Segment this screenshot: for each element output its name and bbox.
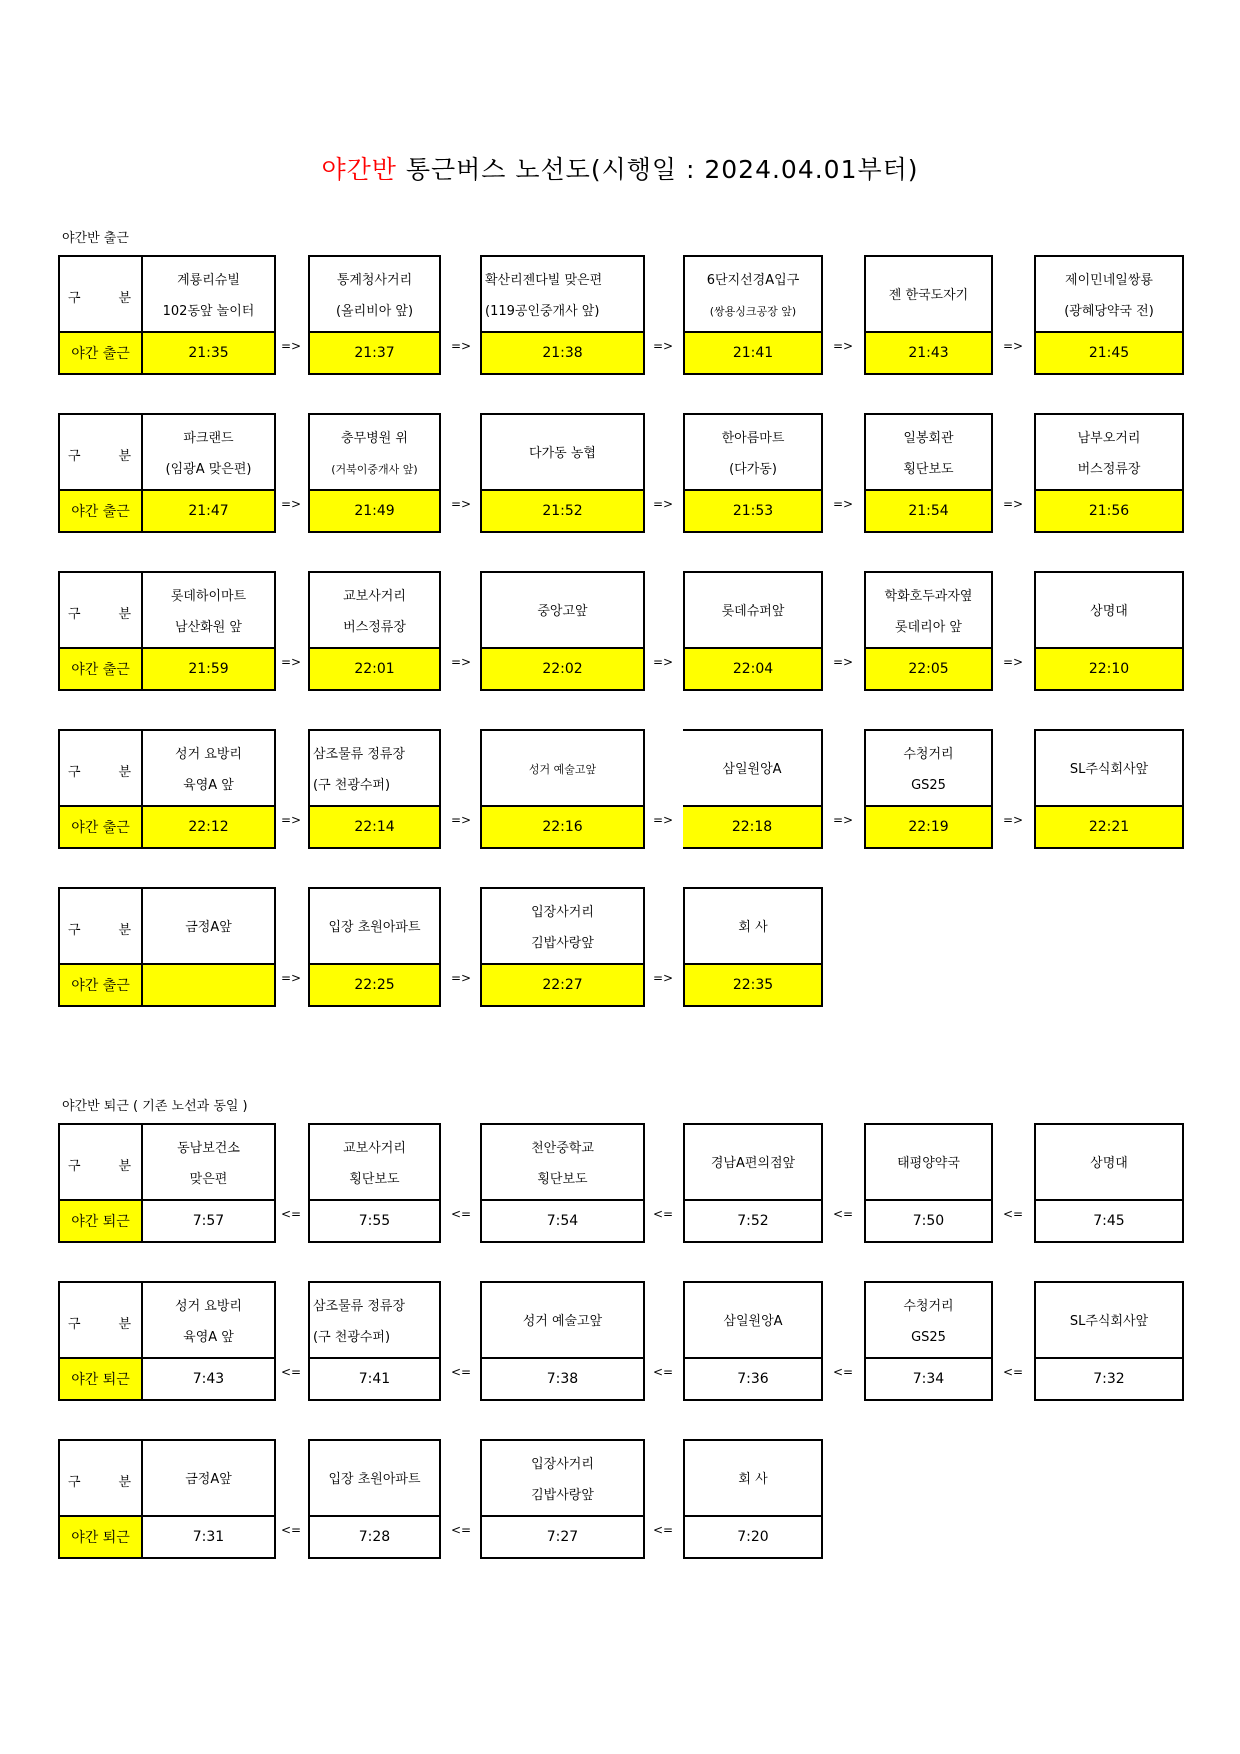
route-row — [0, 729, 1240, 851]
stop-name — [1036, 573, 1182, 651]
stop-name-line: 버스정류장 — [343, 619, 406, 635]
stop-name — [866, 257, 991, 335]
stop-time: 21:49 — [310, 489, 439, 531]
stop-time: 22:14 — [310, 805, 439, 847]
stop-name — [482, 731, 643, 809]
stop-name-line: 성거 요방리 — [175, 746, 242, 762]
stop-time: 22:05 — [866, 647, 991, 689]
stop-name — [143, 1125, 274, 1203]
stop-time: 7:38 — [482, 1357, 643, 1399]
stop-name — [143, 1441, 274, 1519]
stop-name-line: 육영A 앞 — [183, 777, 234, 793]
header-label — [60, 415, 141, 493]
direction-arrow: <= — [652, 1365, 674, 1379]
stop-cell — [683, 255, 823, 375]
row-header — [58, 571, 143, 691]
row-header — [58, 413, 143, 533]
row-type-label: 야간 출근 — [60, 647, 141, 689]
direction-arrow: => — [652, 971, 674, 985]
stop-name-line: 태평양약국 — [897, 1156, 960, 1171]
route-row — [0, 1123, 1240, 1245]
header-label — [60, 1441, 141, 1519]
stop-name-line: SL주식회사앞 — [1069, 1314, 1149, 1329]
row-type-label: 야간 출근 — [60, 489, 141, 531]
stop-name-line: 성거 요방리 — [175, 1298, 242, 1314]
stop-name — [866, 1283, 991, 1361]
stop-cell — [143, 1439, 276, 1559]
stop-name — [143, 573, 274, 651]
direction-arrow: => — [450, 339, 472, 353]
stop-name — [482, 1283, 643, 1361]
stop-name-line: 남부오거리 — [1077, 430, 1141, 446]
stop-name-line: 삼조물류 정류장 — [313, 746, 406, 762]
stop-time: 21:45 — [1036, 331, 1182, 373]
stop-time: 22:12 — [143, 805, 274, 847]
row-header — [58, 887, 143, 1007]
stop-cell — [683, 887, 823, 1007]
stop-time: 22:35 — [685, 963, 821, 1005]
stop-name-line: (임광A 맞은편) — [165, 461, 252, 477]
stop-cell — [864, 729, 993, 849]
stop-name-line: 버스정류장 — [1077, 461, 1141, 477]
stop-time — [143, 963, 274, 1005]
stop-name — [310, 1283, 439, 1361]
stop-cell — [480, 571, 645, 691]
stop-time: 21:37 — [310, 331, 439, 373]
row-type-label: 야간 출근 — [60, 805, 141, 847]
stop-time: 7:41 — [310, 1357, 439, 1399]
stop-name — [685, 415, 821, 493]
stop-cell — [143, 413, 276, 533]
stop-name — [866, 731, 991, 809]
stop-name — [482, 889, 643, 967]
direction-arrow: <= — [832, 1365, 854, 1379]
stop-name — [143, 731, 274, 809]
stop-cell — [864, 1281, 993, 1401]
header-label-gu: 구 — [68, 448, 81, 464]
stop-cell — [683, 1439, 823, 1559]
stop-name — [143, 257, 274, 335]
stop-name-line: 수청거리 — [903, 1298, 954, 1314]
stop-time: 7:52 — [685, 1199, 821, 1241]
direction-arrow: => — [1002, 339, 1024, 353]
direction-arrow: => — [652, 339, 674, 353]
direction-arrow: => — [450, 497, 472, 511]
route-row — [0, 887, 1240, 1009]
direction-arrow: => — [652, 813, 674, 827]
header-label-gu: 구 — [68, 1316, 81, 1332]
stop-name-line: 천안중학교 — [531, 1140, 594, 1156]
stop-time: 22:21 — [1036, 805, 1182, 847]
stop-name-line: 한아름마트 — [721, 430, 785, 446]
stop-name-line: (다가동) — [729, 461, 777, 477]
stop-cell — [1034, 255, 1184, 375]
stop-name — [685, 1441, 821, 1519]
header-label — [60, 731, 141, 809]
stop-name-line: (119공인중개사 앞) — [485, 303, 600, 319]
stop-cell — [308, 1123, 441, 1243]
stop-cell — [308, 1439, 441, 1559]
stop-time: 22:18 — [683, 805, 821, 847]
stop-name-line: 입장사거리 — [531, 904, 594, 920]
stop-name — [685, 1125, 821, 1203]
stop-cell — [480, 887, 645, 1007]
stop-name-line: 성거 예술고앞 — [522, 1314, 603, 1329]
stop-cell — [1034, 1281, 1184, 1401]
stop-cell — [683, 1123, 823, 1243]
stop-name-line: 학화호두과자옆 — [884, 588, 973, 604]
stop-time: 21:59 — [143, 647, 274, 689]
stop-time: 21:56 — [1036, 489, 1182, 531]
stop-time: 7:55 — [310, 1199, 439, 1241]
stop-name-line: 교보사거리 — [343, 1140, 406, 1156]
stop-time: 22:16 — [482, 805, 643, 847]
stop-name — [310, 889, 439, 967]
stop-name-line: 교보사거리 — [343, 588, 406, 604]
direction-arrow: => — [832, 813, 854, 827]
stop-name-line: 금정A앞 — [185, 1472, 232, 1487]
stop-name-line: 삼일원앙A — [723, 1314, 783, 1329]
stop-cell — [864, 255, 993, 375]
route-row — [0, 1439, 1240, 1561]
route-row — [0, 1281, 1240, 1403]
stop-name-line: 경남A편의점앞 — [710, 1156, 796, 1171]
row-type-label: 야간 퇴근 — [60, 1515, 141, 1557]
stop-name-line: 충무병원 위 — [341, 430, 408, 446]
stop-name — [143, 415, 274, 493]
direction-arrow: => — [1002, 655, 1024, 669]
stop-name-line: 김밥사랑앞 — [531, 935, 594, 951]
stop-time: 21:38 — [482, 331, 643, 373]
route-row — [0, 571, 1240, 693]
header-label — [60, 889, 141, 967]
stop-name — [683, 731, 821, 809]
stop-name-line: 삼조물류 정류장 — [313, 1298, 406, 1314]
row-header — [58, 255, 143, 375]
row-type-label: 야간 퇴근 — [60, 1199, 141, 1241]
stop-cell — [683, 571, 823, 691]
direction-arrow: => — [652, 655, 674, 669]
stop-name — [866, 1125, 991, 1203]
direction-arrow: <= — [280, 1365, 302, 1379]
section-label: 야간반 퇴근 ( 기존 노선과 동일 ) — [62, 1099, 248, 1114]
stop-name — [310, 415, 439, 493]
stop-name-line: 롯데슈퍼앞 — [721, 604, 785, 619]
stop-time: 21:47 — [143, 489, 274, 531]
stop-name — [310, 1125, 439, 1203]
stop-name-line: 횡단보도 — [903, 461, 954, 477]
stop-name — [685, 1283, 821, 1361]
stop-name — [1036, 731, 1182, 809]
stop-name-line: 일봉회관 — [903, 430, 954, 446]
stop-time: 22:04 — [685, 647, 821, 689]
stop-time: 22:25 — [310, 963, 439, 1005]
stop-name — [685, 889, 821, 967]
stop-time: 22:27 — [482, 963, 643, 1005]
stop-cell — [308, 571, 441, 691]
direction-arrow: <= — [450, 1523, 472, 1537]
stop-name — [866, 573, 991, 651]
stop-time: 7:54 — [482, 1199, 643, 1241]
stop-name-line: 롯데리아 앞 — [895, 619, 962, 635]
stop-name-line: 롯데하이마트 — [170, 588, 247, 604]
stop-cell — [683, 1281, 823, 1401]
stop-cell — [308, 1281, 441, 1401]
stop-name-line: 동남보건소 — [177, 1140, 240, 1156]
direction-arrow: => — [1002, 497, 1024, 511]
stop-name-line: 회 사 — [738, 920, 768, 935]
page-title — [0, 150, 1240, 186]
direction-arrow: <= — [450, 1207, 472, 1221]
stop-cell — [864, 413, 993, 533]
direction-arrow: => — [450, 655, 472, 669]
stop-name-line: 금정A앞 — [185, 920, 232, 935]
stop-cell — [683, 729, 823, 849]
stop-cell — [308, 413, 441, 533]
stop-cell — [143, 1281, 276, 1401]
stop-cell — [308, 729, 441, 849]
stop-time: 7:43 — [143, 1357, 274, 1399]
stop-time: 7:27 — [482, 1515, 643, 1557]
route-row — [0, 413, 1240, 535]
stop-name — [482, 415, 643, 493]
direction-arrow: <= — [1002, 1365, 1024, 1379]
stop-time: 21:52 — [482, 489, 643, 531]
title-shift: 야간반 — [321, 155, 397, 184]
stop-name-line: (거북이중개사 앞) — [331, 462, 418, 476]
stop-cell — [1034, 413, 1184, 533]
header-label-gu: 구 — [68, 606, 81, 622]
stop-cell — [143, 255, 276, 375]
stop-time: 7:45 — [1036, 1199, 1182, 1241]
stop-name-line: 입장사거리 — [531, 1456, 594, 1472]
stop-cell — [864, 1123, 993, 1243]
stop-name-line: 중앙고앞 — [537, 604, 588, 619]
stop-name-line: 남산화원 앞 — [175, 619, 242, 635]
stop-name — [482, 573, 643, 651]
stop-time: 21:53 — [685, 489, 821, 531]
stop-name-line: 제이민네일쌍룡 — [1065, 272, 1153, 288]
stop-cell — [308, 255, 441, 375]
stop-name-line: GS25 — [911, 1329, 946, 1345]
row-header — [58, 729, 143, 849]
stop-name-line: (광혜당약국 전) — [1064, 303, 1154, 319]
stop-cell — [143, 1123, 276, 1243]
stop-cell — [480, 413, 645, 533]
stop-name — [310, 1441, 439, 1519]
stop-time: 22:01 — [310, 647, 439, 689]
stop-name-line: 상명대 — [1090, 1156, 1128, 1171]
stop-name-line: (구 천광수퍼) — [313, 777, 391, 793]
stop-time: 7:20 — [685, 1515, 821, 1557]
row-type-label: 야간 퇴근 — [60, 1357, 141, 1399]
header-label-gu: 구 — [68, 922, 81, 938]
stop-name — [310, 573, 439, 651]
stop-time: 21:41 — [685, 331, 821, 373]
direction-arrow: <= — [450, 1365, 472, 1379]
stop-name-line: (구 천광수퍼) — [313, 1329, 391, 1345]
direction-arrow: => — [280, 971, 302, 985]
direction-arrow: <= — [1002, 1207, 1024, 1221]
stop-name — [1036, 1283, 1182, 1361]
header-label-bun: 분 — [118, 606, 131, 622]
stop-time: 21:54 — [866, 489, 991, 531]
stop-name — [685, 573, 821, 651]
title-text: 통근버스 노선도(시행일 : 2024.04.01부터) — [396, 155, 919, 184]
stop-cell — [1034, 571, 1184, 691]
direction-arrow: => — [280, 339, 302, 353]
stop-name-line: 102동앞 놀이터 — [162, 303, 255, 319]
stop-name-line: 삼일원앙A — [722, 762, 782, 777]
stop-cell — [480, 255, 645, 375]
header-label-bun: 분 — [118, 1316, 131, 1332]
direction-arrow: => — [450, 813, 472, 827]
direction-arrow: => — [280, 813, 302, 827]
row-header — [58, 1123, 143, 1243]
stop-cell — [480, 729, 645, 849]
stop-name — [1036, 1125, 1182, 1203]
stop-name — [143, 889, 274, 967]
stop-name-line: 통계청사거리 — [336, 272, 413, 288]
row-type-label: 야간 출근 — [60, 331, 141, 373]
stop-name — [482, 1125, 643, 1203]
stop-time: 7:32 — [1036, 1357, 1182, 1399]
stop-name-line: 입장 초원아파트 — [328, 920, 421, 935]
stop-name-line: 젠 한국도자기 — [888, 288, 969, 303]
stop-cell — [864, 571, 993, 691]
direction-arrow: <= — [652, 1207, 674, 1221]
stop-time: 22:02 — [482, 647, 643, 689]
stop-time: 7:31 — [143, 1515, 274, 1557]
header-label-gu: 구 — [68, 764, 81, 780]
stop-name — [1036, 257, 1182, 335]
stop-time: 22:19 — [866, 805, 991, 847]
stop-name-line: 수청거리 — [903, 746, 954, 762]
stop-cell — [1034, 729, 1184, 849]
direction-arrow: => — [832, 339, 854, 353]
stop-name — [143, 1283, 274, 1361]
stop-time: 21:43 — [866, 331, 991, 373]
stop-cell — [480, 1123, 645, 1243]
header-label-bun: 분 — [118, 448, 131, 464]
route-row — [0, 255, 1240, 377]
direction-arrow: <= — [832, 1207, 854, 1221]
stop-cell — [143, 887, 276, 1007]
stop-name-line: 확산리젠다빌 맞은편 — [485, 272, 603, 288]
stop-time: 21:35 — [143, 331, 274, 373]
stop-name-line: 횡단보도 — [349, 1171, 400, 1187]
direction-arrow: <= — [280, 1523, 302, 1537]
stop-cell — [1034, 1123, 1184, 1243]
stop-name — [685, 257, 821, 335]
direction-arrow: => — [832, 497, 854, 511]
stop-name-line: 김밥사랑앞 — [531, 1487, 594, 1503]
header-label — [60, 1283, 141, 1361]
stop-name-line: 맞은편 — [189, 1171, 228, 1187]
stop-time: 7:57 — [143, 1199, 274, 1241]
direction-arrow: => — [280, 655, 302, 669]
header-label-bun: 분 — [118, 764, 131, 780]
header-label — [60, 573, 141, 651]
header-label-gu: 구 — [68, 1474, 81, 1490]
row-header — [58, 1439, 143, 1559]
stop-name — [482, 1441, 643, 1519]
stop-name-line: 다가동 농협 — [529, 446, 596, 461]
stop-name — [310, 731, 439, 809]
stop-name — [866, 415, 991, 493]
stop-name-line: (올리비아 앞) — [335, 303, 414, 319]
header-label — [60, 257, 141, 335]
stop-name-line: (쌍용싱크공장 앞) — [709, 304, 797, 318]
stop-name-line: 육영A 앞 — [183, 1329, 234, 1345]
direction-arrow: <= — [280, 1207, 302, 1221]
stop-name — [482, 257, 643, 335]
stop-cell — [683, 413, 823, 533]
stop-name — [1036, 415, 1182, 493]
stop-cell — [480, 1439, 645, 1559]
header-label-bun: 분 — [118, 1158, 131, 1174]
header-label-bun: 분 — [118, 1474, 131, 1490]
header-label-gu: 구 — [68, 1158, 81, 1174]
stop-time: 7:50 — [866, 1199, 991, 1241]
stop-name-line: 계룡리슈빌 — [177, 272, 240, 288]
stop-name-line: GS25 — [911, 777, 946, 793]
header-label-gu: 구 — [68, 290, 81, 306]
stop-cell — [143, 729, 276, 849]
stop-name-line: 입장 초원아파트 — [328, 1472, 421, 1487]
stop-name-line: 성거 예술고앞 — [528, 763, 597, 776]
stop-time: 7:34 — [866, 1357, 991, 1399]
section-label: 야간반 출근 — [62, 231, 129, 246]
header-label — [60, 1125, 141, 1203]
stop-cell — [308, 887, 441, 1007]
direction-arrow: <= — [652, 1523, 674, 1537]
stop-time: 22:10 — [1036, 647, 1182, 689]
stop-name-line: 6단지선경A입구 — [706, 272, 800, 288]
stop-cell — [143, 571, 276, 691]
stop-name — [310, 257, 439, 335]
stop-name-line: 횡단보도 — [537, 1171, 588, 1187]
direction-arrow: => — [832, 655, 854, 669]
stop-name-line: 상명대 — [1090, 604, 1128, 619]
stop-name-line: 파크랜드 — [183, 430, 234, 446]
row-type-label: 야간 출근 — [60, 963, 141, 1005]
stop-name-line: SL주식회사앞 — [1069, 762, 1149, 777]
direction-arrow: => — [280, 497, 302, 511]
row-header — [58, 1281, 143, 1401]
stop-time: 7:36 — [685, 1357, 821, 1399]
header-label-bun: 분 — [118, 922, 131, 938]
direction-arrow: => — [652, 497, 674, 511]
header-label-bun: 분 — [118, 290, 131, 306]
stop-cell — [480, 1281, 645, 1401]
stop-time: 7:28 — [310, 1515, 439, 1557]
direction-arrow: => — [450, 971, 472, 985]
stop-name-line: 회 사 — [738, 1472, 768, 1487]
direction-arrow: => — [1002, 813, 1024, 827]
